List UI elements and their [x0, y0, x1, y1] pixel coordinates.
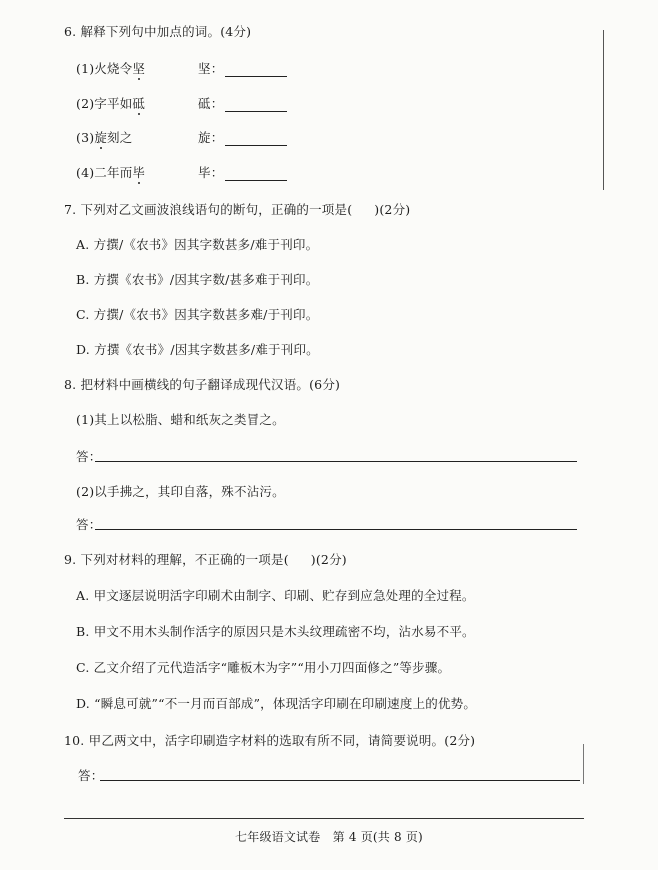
- q10-answer-label: 答：: [78, 768, 104, 783]
- answer-blank[interactable]: [225, 168, 287, 181]
- q6-answer-1: [198, 59, 287, 77]
- q6-title: 6. 解释下列句中加点的词。(4分): [64, 24, 252, 39]
- answer-blank[interactable]: [225, 133, 287, 146]
- q7-option-b: B. 方撰《农书》/因其字数/甚多难于刊印。: [76, 272, 319, 287]
- q8-title: 8. 把材料中画横线的句子翻译成现代汉语。(6分): [64, 377, 341, 392]
- q6-item-text: (3): [76, 130, 95, 145]
- scan-edge-mark: [603, 30, 604, 190]
- q9-title: 9. 下列对材料的理解，不正确的一项是( )(2分): [64, 552, 347, 567]
- q6-answer-4: [198, 163, 287, 181]
- q6-answer-3: [198, 128, 287, 146]
- q10-title: 10. 甲乙两文中，活字印刷造字材料的选取有所不同，请简要说明。(2分): [64, 733, 476, 748]
- q6-answer-label: 坚：: [198, 61, 224, 76]
- dotted-word: 砥: [132, 96, 146, 111]
- q6-item-3: (3)旋刻之: [76, 130, 133, 145]
- q8-sub1: (1)其上以松脂、蜡和纸灰之类冒之。: [76, 412, 285, 427]
- q6-answer-label: 毕：: [198, 165, 224, 180]
- q6-item-text: (4)二年而: [76, 165, 133, 180]
- q9-option-c: C. 乙文介绍了元代造活字“雕板木为字”“用小刀四面修之”等步骤。: [76, 660, 451, 675]
- q10-answer-line[interactable]: [100, 780, 580, 781]
- q6-answer-label: 旋：: [198, 130, 224, 145]
- q6-item-2: [76, 94, 145, 112]
- q8-sub2: (2)以手拂之，其印自落，殊不沾污。: [76, 484, 285, 499]
- q6-item-text: (2)字平如: [76, 96, 133, 111]
- q8-answer-line-1[interactable]: [95, 461, 577, 462]
- footer-rule: [64, 818, 584, 819]
- q6-answer-label: 砥：: [198, 96, 224, 111]
- dotted-word: 旋: [94, 130, 108, 145]
- q8-answer-label-1: 答：: [76, 449, 102, 464]
- dotted-word: 毕: [132, 165, 146, 180]
- q7-title: 7. 下列对乙文画波浪线语句的断句，正确的一项是( )(2分): [64, 202, 411, 217]
- scan-edge-mark: [583, 744, 584, 784]
- dotted-word: 坚: [132, 61, 146, 76]
- q6-item-1: [76, 59, 145, 77]
- q8-answer-label-2: 答：: [76, 517, 102, 532]
- q9-option-d: D. “瞬息可就”“不一月而百部成”，体现活字印刷在印刷速度上的优势。: [76, 696, 477, 711]
- q9-option-a: A. 甲文逐层说明活字印刷术由制字、印刷、贮存到应急处理的全过程。: [76, 588, 475, 603]
- q7-option-a: A. 方撰/《农书》因其字数甚多/难于刊印。: [76, 237, 319, 252]
- answer-blank[interactable]: [225, 64, 287, 77]
- q6-answer-2: [198, 94, 287, 112]
- q7-option-c: C. 方撰/《农书》因其字数甚多难/于刊印。: [76, 307, 319, 322]
- q7-option-d: D. 方撰《农书》/因其字数甚多/难于刊印。: [76, 342, 319, 357]
- q9-option-b: B. 甲文不用木头制作活字的原因只是木头纹理疏密不均，沾水易不平。: [76, 624, 475, 639]
- answer-blank[interactable]: [225, 99, 287, 112]
- q8-answer-line-2[interactable]: [95, 529, 577, 530]
- q6-item-text: (1)火烧令: [76, 61, 133, 76]
- q6-item-4: [76, 163, 145, 181]
- page-footer: 七年级语文试卷 第 4 页(共 8 页): [235, 830, 423, 844]
